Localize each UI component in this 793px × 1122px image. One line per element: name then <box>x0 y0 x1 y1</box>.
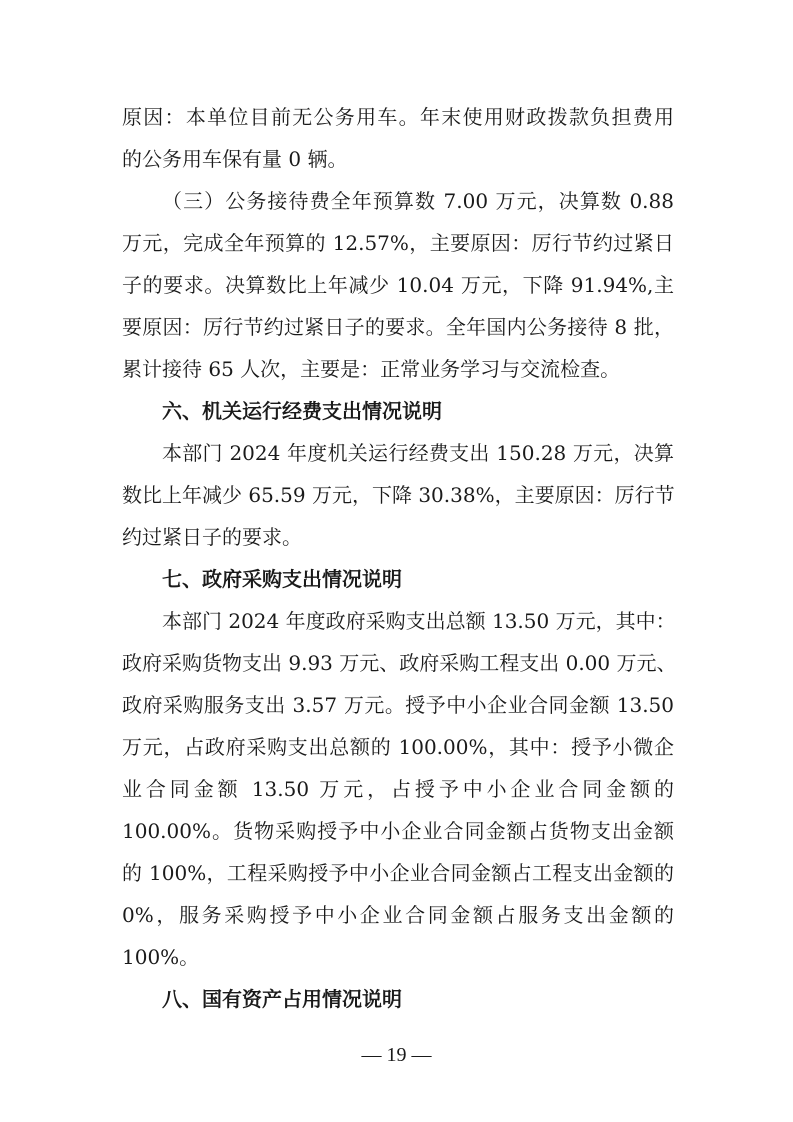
paragraph-line: 本部门 2024 年度政府采购支出总额 13.50 万元，其中： <box>162 609 676 633</box>
paragraph-line: 万元，完成全年预算的 12.57%，主要原因：厉行节约过紧日 <box>122 231 674 255</box>
page-number: — 19 — <box>361 1044 432 1066</box>
paragraph-line: 100%。 <box>122 945 200 969</box>
paragraph-line: 子的要求。决算数比上年减少 10.04 万元，下降 91.94%,主 <box>122 273 674 297</box>
paragraph-line: 数比上年减少 65.59 万元，下降 30.38%，主要原因：厉行节 <box>122 483 675 507</box>
section-heading-7: 七、政府采购支出情况说明 <box>162 567 402 591</box>
paragraph-line: 的 100%，工程采购授予中小企业合同金额占工程支出金额的 <box>122 861 674 885</box>
paragraph-line: 100.00%。货物采购授予中小企业合同金额占货物支出金额 <box>122 819 674 843</box>
paragraph-line: 政府采购货物支出 9.93 万元、政府采购工程支出 0.00 万元、 <box>122 651 677 675</box>
paragraph-line: 本部门 2024 年度机关运行经费支出 150.28 万元，决算 <box>162 441 674 465</box>
paragraph-line: 约过紧日子的要求。 <box>122 525 302 549</box>
section-heading-6: 六、机关运行经费支出情况说明 <box>162 399 442 423</box>
paragraph-line: 要原因：厉行节约过紧日子的要求。全年国内公务接待 8 批， <box>122 315 674 339</box>
paragraph-line: （三）公务接待费全年预算数 7.00 万元，决算数 0.88 <box>162 189 674 213</box>
paragraph-line: 0%，服务采购授予中小企业合同金额占服务支出金额的 <box>122 903 674 927</box>
paragraph-line: 原因：本单位目前无公务用车。年末使用财政拨款负担费用 <box>122 105 674 129</box>
paragraph-line: 万元，占政府采购支出总额的 100.00%，其中：授予小微企 <box>122 735 674 759</box>
paragraph-line: 政府采购服务支出 3.57 万元。授予中小企业合同金额 13.50 <box>122 693 674 717</box>
paragraph-line: 业合同金额 13.50 万元，占授予中小企业合同金额的 <box>122 777 674 801</box>
paragraph-line: 的公务用车保有量 0 辆。 <box>122 147 348 171</box>
paragraph-line: 累计接待 65 人次，主要是：正常业务学习与交流检查。 <box>122 357 621 381</box>
section-heading-8: 八、国有资产占用情况说明 <box>162 987 402 1011</box>
